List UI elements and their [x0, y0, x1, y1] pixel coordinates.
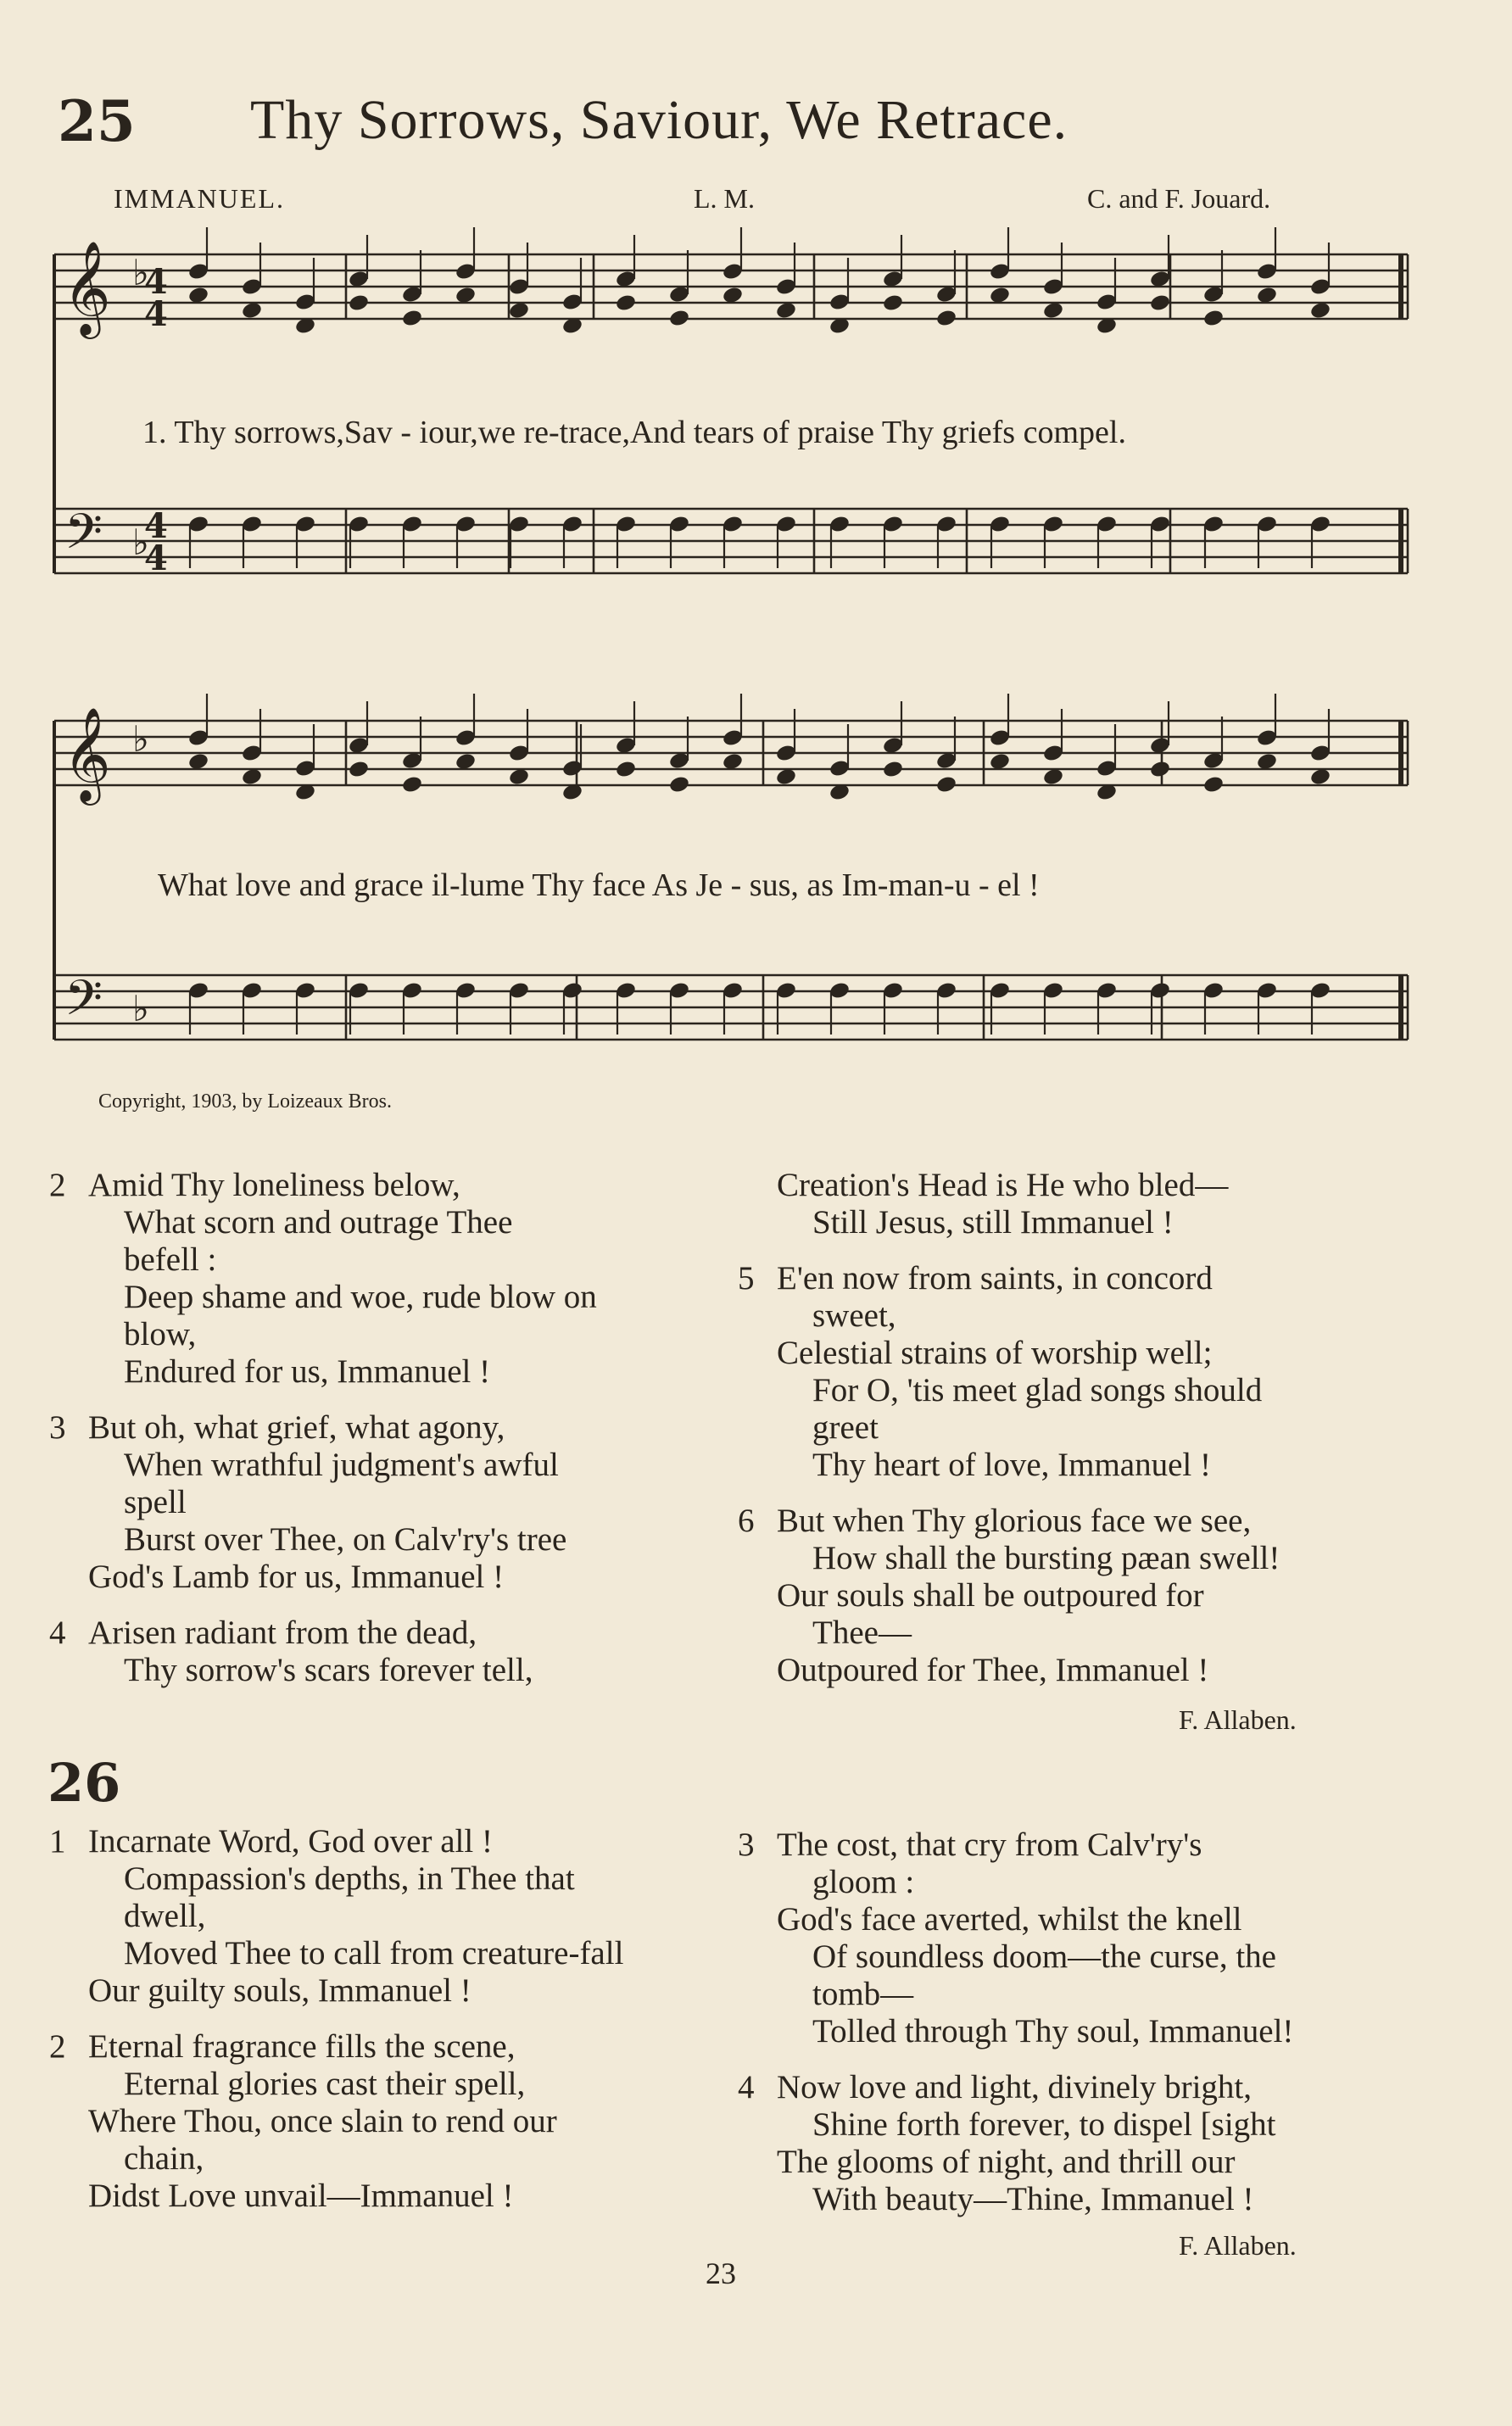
stanza-line: Moved Thee to call from creature-fall	[124, 1935, 624, 1971]
stanza-line: Thee—	[812, 1615, 912, 1651]
stanza-number: 6	[738, 1503, 755, 1539]
stanza-line: Burst over Thee, on Calv'ry's tree	[124, 1521, 567, 1558]
copyright-notice: Copyright, 1903, by Loizeaux Bros.	[98, 1090, 392, 1113]
hymn25-stanzas-right	[738, 1167, 1416, 1708]
time-signature: 4	[144, 294, 168, 334]
stanza	[738, 1260, 1416, 1484]
stanza-line: Compassion's depths, in Thee that	[124, 1860, 575, 1897]
bass-clef-icon: 𝄢	[64, 969, 103, 1039]
stanza-number: 4	[738, 2069, 755, 2105]
hymn26-stanzas-left	[49, 1823, 719, 2234]
time-signature: 4	[144, 538, 168, 578]
stanza-line: Tolled through Thy soul, Immanuel!	[812, 2013, 1294, 2050]
stanza-line: But when Thy glorious face we see,	[777, 1503, 1252, 1539]
note-head	[615, 293, 637, 313]
hymn26-author: F. Allaben.	[1179, 2230, 1297, 2261]
stanza	[738, 2069, 1416, 2218]
treble-clef-icon: 𝄞	[63, 240, 111, 335]
stanza-line: Celestial strains of worship well;	[777, 1335, 1213, 1371]
stanza-line: The cost, that cry from Calv'ry's	[777, 1826, 1202, 1863]
stanza-line: When wrathful judgment's awful	[124, 1447, 559, 1483]
stanza-line: For O, 'tis meet glad songs should	[812, 1372, 1263, 1408]
hymn25-author: F. Allaben.	[1179, 1704, 1297, 1735]
stanza-line: Amid Thy loneliness below,	[88, 1167, 460, 1203]
stanza-line: Shine forth forever, to dispel [sight	[812, 2106, 1276, 2143]
stanza-line: greet	[812, 1409, 879, 1446]
stanza	[738, 1826, 1416, 2050]
stanza-line: gloom :	[812, 1864, 915, 1900]
stanza	[49, 1823, 719, 2010]
note-head	[668, 775, 690, 795]
note-head	[668, 309, 690, 328]
hymn25-stanzas-left	[49, 1167, 719, 1708]
stanza-number: 3	[738, 1826, 755, 1863]
stanza-line: With beauty—Thine, Immanuel !	[812, 2181, 1254, 2217]
treble-clef-icon: 𝄞	[63, 706, 111, 801]
stanza	[49, 1615, 719, 1689]
note-head	[935, 775, 957, 795]
stanza-line: sweet,	[812, 1297, 896, 1334]
stanza-line: How shall the bursting pæan swell!	[812, 1540, 1280, 1576]
stanza-line: Creation's Head is He who bled—	[777, 1167, 1229, 1203]
stanza-line: Where Thou, once slain to rend our	[88, 2103, 557, 2139]
composer: C. and F. Jouard.	[1087, 183, 1271, 214]
stanza-line: spell	[124, 1484, 187, 1520]
stanza-line: Eternal glories cast their spell,	[124, 2066, 526, 2102]
note-head	[935, 309, 957, 328]
stanza	[49, 1409, 719, 1596]
stanza-line: God's face averted, whilst the knell	[777, 1901, 1242, 1938]
stanza-line: Our souls shall be outpoured for	[777, 1577, 1204, 1614]
note-head	[882, 760, 904, 779]
stanza-number: 1	[49, 1823, 66, 1860]
meter: L. M.	[694, 183, 755, 214]
hymn-title: Thy Sorrows, Saviour, We Retrace.	[250, 89, 1068, 151]
stanza-line: Of soundless doom—the curse, the	[812, 1938, 1276, 1975]
stanza-number: 3	[49, 1409, 66, 1446]
stanza-line: Deep shame and woe, rude blow on	[124, 1279, 597, 1315]
stanza-line: Didst Love unvail—Immanuel !	[88, 2178, 514, 2214]
stanza-number: 2	[49, 2028, 66, 2065]
stanza-line: Eternal fragrance fills the scene,	[88, 2028, 516, 2065]
stanza-line: God's Lamb for us, Immanuel !	[88, 1559, 505, 1595]
time-signature: 4	[144, 262, 168, 302]
stanza-line: Now love and light, divinely bright,	[777, 2069, 1253, 2105]
note-head	[401, 775, 423, 795]
stanza	[49, 1167, 719, 1391]
lyric-line-2: What love and grace il-lume Thy face As Je - sus, as Im-man-u - el !	[158, 867, 1040, 903]
stanza-line: tomb—	[812, 1976, 914, 2012]
stanza-line: dwell,	[124, 1898, 206, 1934]
stanza-line: Thy sorrow's scars forever tell,	[124, 1652, 533, 1688]
note-head	[1149, 760, 1171, 779]
stanza-line: What scorn and outrage Thee	[124, 1204, 513, 1241]
stanza-line: Endured for us, Immanuel !	[124, 1353, 491, 1390]
stanza-number: 4	[49, 1615, 66, 1651]
stanza-line: Still Jesus, still Immanuel !	[812, 1204, 1174, 1241]
stanza-line: E'en now from saints, in concord	[777, 1260, 1213, 1297]
note-head	[348, 293, 370, 313]
stanza	[49, 2028, 719, 2215]
stanza-line: The glooms of night, and thrill our	[777, 2144, 1236, 2180]
stanza-line: But oh, what grief, what agony,	[88, 1409, 505, 1446]
stanza-line: Arisen radiant from the dead,	[88, 1615, 477, 1651]
stanza-line: Our guilty souls, Immanuel !	[88, 1972, 471, 2009]
page-number: 23	[706, 2256, 736, 2290]
stanza-line: befell :	[124, 1241, 217, 1278]
hymn-number-26: 26	[47, 1752, 121, 1814]
note-head	[348, 760, 370, 779]
stanza	[738, 1503, 1416, 1689]
note-head	[401, 309, 423, 328]
stanza-line: Outpoured for Thee, Immanuel !	[777, 1652, 1209, 1688]
flat-icon: ♭	[132, 988, 149, 1029]
note-head	[1202, 775, 1225, 795]
flat-icon: ♭	[132, 521, 149, 563]
stanza-line: blow,	[124, 1316, 197, 1352]
hymn26-stanzas-right	[738, 1826, 1416, 2237]
hymn-number-25: 25	[58, 88, 136, 154]
note-head	[882, 293, 904, 313]
flat-icon: ♭	[132, 252, 149, 293]
note-head	[1149, 293, 1171, 313]
stanza-line: Thy heart of love, Immanuel !	[812, 1447, 1211, 1483]
time-signature: 4	[144, 506, 168, 546]
stanza-line: chain,	[124, 2140, 204, 2177]
flat-icon: ♭	[132, 718, 149, 760]
stanza-number: 5	[738, 1260, 755, 1297]
note-head	[615, 760, 637, 779]
lyric-line-1: 1. Thy sorrows,Sav - iour,we re-trace,And tears of praise Thy griefs compel.	[142, 415, 1126, 450]
note-head	[1202, 309, 1225, 328]
stanza	[738, 1167, 1416, 1241]
bass-clef-icon: 𝄢	[64, 503, 103, 572]
tune-name: IMMANUEL.	[114, 183, 285, 214]
stanza-number: 2	[49, 1167, 66, 1203]
stanza-line: Incarnate Word, God over all !	[88, 1823, 493, 1860]
music-score	[0, 0, 1512, 1119]
